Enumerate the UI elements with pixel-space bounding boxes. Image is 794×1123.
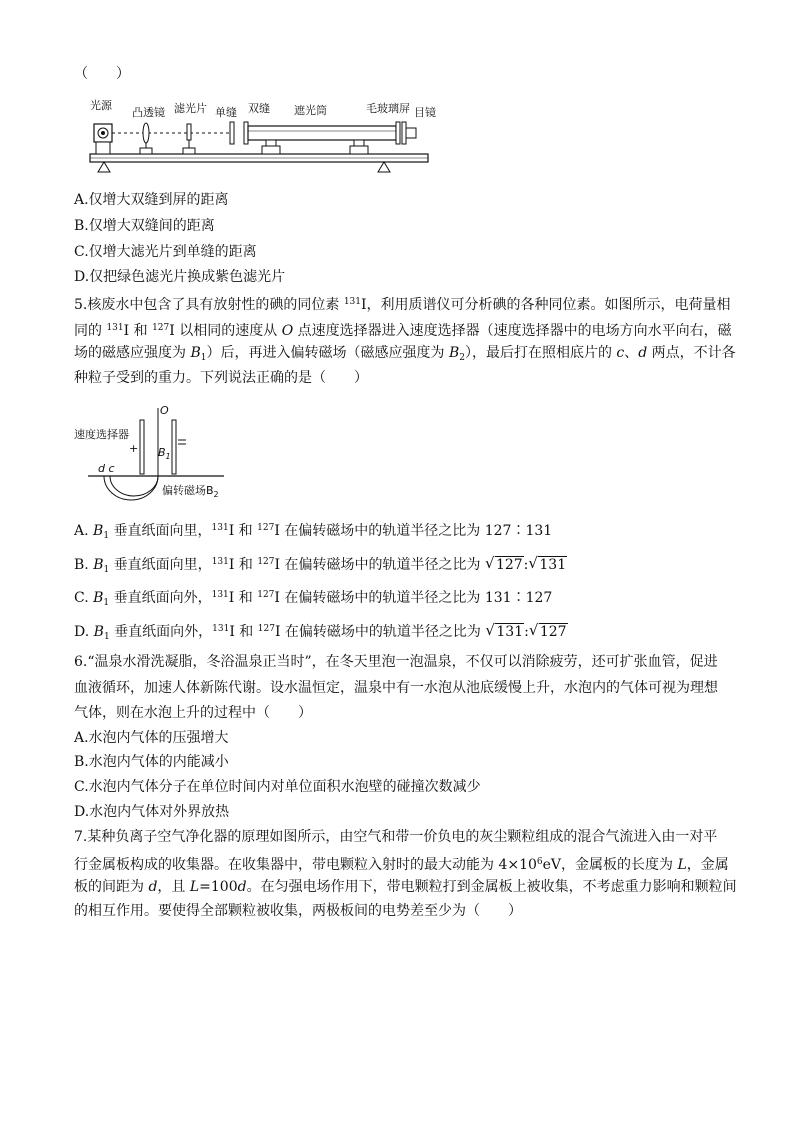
q5-option-d: D. $B_1$ 垂直纸面向外，$^{131}$I 和 $^{127}$I 在偏转磁场中的轨道半径之比为 √ 131: √ 127	[74, 621, 567, 642]
q6-option-d: D.水泡内气体对外界放热	[74, 804, 230, 820]
q4-option-d: D.仅把绿色滤光片换成紫色滤光片	[74, 269, 286, 285]
double-slit-apparatus-figure	[84, 96, 444, 186]
q5-option-a: A. $B_1$ 垂直纸面向里，$^{131}$I 和 $^{127}$I 在偏转磁场中的轨道半径之比为 127∶131	[74, 523, 553, 541]
fig-label-o: O	[160, 404, 169, 417]
mass-spectrometer-figure	[74, 400, 234, 502]
q4-option-a: A.仅增大双缝到屏的距离	[74, 192, 229, 208]
q5-line-4: 种粒子受到的重力。下列说法正确的是（ ）	[74, 370, 368, 386]
q6-line-3: 气体，则在水泡上升的过程中（ ）	[74, 705, 312, 721]
q6-option-a: A.水泡内气体的压强增大	[74, 730, 229, 746]
fig-label-lens: 凸透镜	[132, 106, 165, 119]
fig-label-screen: 毛玻璃屏	[366, 102, 410, 115]
q5-line-3: 场的磁感应强度为 $B_1$）后，再进入偏转磁场（磁感应强度为 $B_2$），最后打在照相底片的 c、d 两点，不计各	[74, 345, 736, 363]
q6-line-2: 血液循环，加速人体新陈代谢。设水温恒定，温泉中有一水泡从池底缓慢上升，水泡内的气体可视为理想	[74, 680, 718, 696]
fig-label-dc: d c	[98, 462, 115, 475]
fig-label-single-slit: 单缝	[215, 106, 237, 119]
q7-line-4: 的相互作用。要使得全部颗粒被收集，两极板间的电势差至少为（ ）	[74, 903, 522, 919]
q6-option-c: C.水泡内气体分子在单位时间内对单位面积水泡壁的碰撞次数减少	[74, 779, 481, 795]
fig-label-deflection-field: 偏转磁场$B_2$	[162, 484, 219, 499]
fig-label-light-source: 光源	[90, 99, 112, 112]
fig-label-double-slit: 双缝	[248, 102, 270, 115]
fig-label-filter: 滤光片	[174, 102, 207, 115]
fig-label-eyepiece: 目镜	[414, 106, 436, 119]
q5-option-c: C. $B_1$ 垂直纸面向外，$^{131}$I 和 $^{127}$I 在偏转磁场中的轨道半径之比为 131∶127	[74, 590, 553, 608]
q7-line-1: 7.某种负离子空气净化器的原理如图所示，由空气和带一价负电的灰尘颗粒组成的混合气流进入由一对平	[74, 829, 718, 845]
q4-option-c: C.仅增大滤光片到单缝的距离	[74, 244, 257, 260]
q4-bracket: （ ）	[74, 66, 130, 82]
fig-label-tube: 遮光筒	[294, 104, 327, 117]
fig-label-b1: $B_1$	[158, 446, 171, 461]
q5-line-2: 同的 $^{131}$I 和 $^{127}$I 以相同的速度从 O 点速度选择器进入速度选择器（速度选择器中的电场方向水平向右，磁	[74, 323, 732, 339]
q7-line-3: 板的间距为 d，且 L=100d。在匀强电场作用下，带电颗粒打到金属板上被收集，不考虑重力影响和颗粒间	[74, 879, 737, 895]
fig-label-velocity-selector: 速度选择器	[74, 428, 129, 441]
fig-label-plus: +	[129, 442, 139, 455]
q4-option-b: B.仅增大双缝间的距离	[74, 218, 215, 234]
q5-option-b: B. $B_1$ 垂直纸面向里，$^{131}$I 和 $^{127}$I 在偏转磁场中的轨道半径之比为 √ 127: √ 131	[74, 554, 567, 575]
q6-option-b: B.水泡内气体的内能减小	[74, 754, 229, 770]
q5-line-1: 5.核废水中包含了具有放射性的碘的同位素 $^{131}$I，利用质谱仪可分析碘的各种同位素。如图所示，电荷量相	[74, 297, 731, 313]
q7-line-2: 行金属板构成的收集器。在收集器中，带电颗粒入射时的最大动能为 $4\times 10^6eV$，金属板的长度为 L，金属	[74, 857, 729, 873]
q6-line-1: 6.“温泉水滑洗凝脂，冬浴温泉正当时”，在冬天里泡一泡温泉，不仅可以消除疲劳，还可扩张血管，促进	[74, 654, 718, 670]
